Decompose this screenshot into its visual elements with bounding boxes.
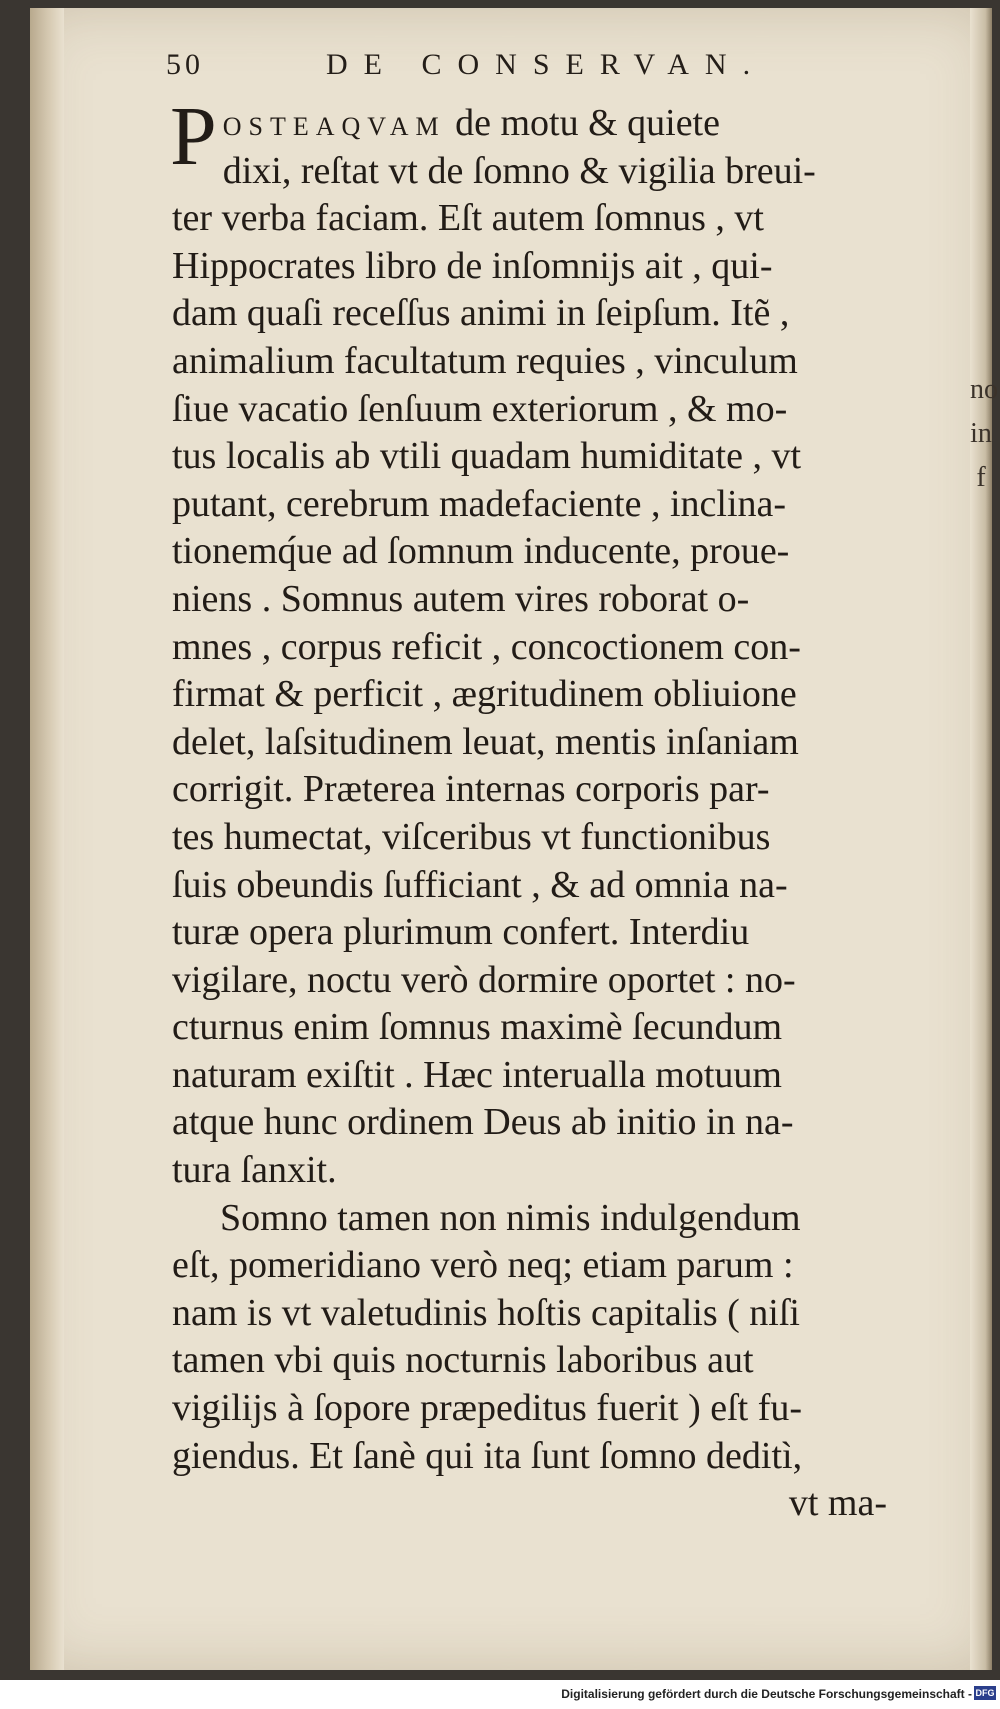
text-line: ſuis obeundis ſufficiant , & ad omnia na-	[172, 863, 788, 906]
text-line: ſiue vacatio ſenſuum exteriorum , & mo-	[172, 387, 788, 430]
text-line: mnes , corpus reficit , concoctionem con-	[172, 625, 801, 668]
text-line: cturnus enim ſomnus maximè ſecundum	[172, 1006, 783, 1049]
page-number: 50	[166, 48, 204, 81]
text-line: tes humectat, viſceribus vt functionibus	[172, 815, 771, 858]
facing-page-bleed	[970, 368, 998, 500]
text-line: vigilare, noctu verò dormire oportet : no-	[172, 958, 796, 1001]
main-text	[170, 90, 917, 1528]
running-head-title: DE CONSERVAN.	[326, 48, 767, 81]
first-line-text: de motu & quiete	[455, 102, 720, 144]
text-line: tura ſanxit.	[172, 1149, 337, 1192]
text-line: dam quaſi receſſus animi in ſeipſum. Itẽ ,	[172, 292, 790, 335]
page-gutter	[30, 8, 64, 1670]
text-line: tus localis ab vtili quadam humiditate , vt	[172, 435, 802, 478]
bleed-letter: in	[970, 418, 992, 449]
text-line: dixi, reſtat vt de ſomno & vigilia breui-	[222, 149, 816, 192]
text-line: ter verba faciam. Eſt autem ſomnus , vt	[172, 197, 764, 240]
text-line: delet, laſsitudinem leuat, mentis inſaniam	[172, 720, 799, 763]
drop-cap: P	[170, 90, 217, 183]
text-line: animalium facultatum requies , vinculum	[172, 339, 798, 382]
text-line: putant, cerebrum madefaciente , inclina-	[172, 482, 787, 525]
dfg-logo-icon: DFG	[975, 1688, 995, 1698]
paragraph-line: Somno tamen non nimis indulgendum	[220, 1196, 801, 1239]
footer-bar	[0, 1680, 1000, 1709]
opening-smallcaps: OSTEAQVAM	[222, 112, 446, 141]
text-line: atque hunc ordinem Deus ab initio in na-	[172, 1101, 794, 1144]
paragraph-line: nam is vt valetudinis hoſtis capitalis ( niſi	[172, 1291, 800, 1334]
catchword: vt ma-	[788, 1482, 887, 1525]
paragraph-line: eſt, pomeridiano verò neq; etiam parum :	[172, 1244, 794, 1287]
paragraph-line: vigilijs à ſopore præpeditus fuerit ) eſt fu-	[172, 1387, 803, 1430]
bleed-letter: no	[970, 374, 998, 405]
text-line: Hippocrates libro de inſomnijs ait , qui-	[172, 244, 773, 287]
text-line: firmat & perficit , ægritudinem obliuione	[172, 673, 797, 716]
paragraph-line: tamen vbi quis nocturnis laboribus aut	[172, 1339, 754, 1382]
bleed-letter: f	[976, 462, 986, 493]
text-line: niens . Somnus autem vires roborat o-	[172, 577, 750, 620]
text-line: turæ opera plurimum confert. Interdiu	[172, 911, 750, 954]
running-header	[166, 48, 866, 92]
funding-credit: Digitalisierung gefördert durch die Deutsche Forschungsgemeinschaft -	[561, 1687, 972, 1701]
text-line: corrigit. Præterea internas corporis par-	[172, 768, 770, 811]
text-line: tionemq́ue ad ſomnum inducente, proue-	[172, 530, 790, 573]
paragraph-line: giendus. Et ſanè qui ita ſunt ſomno deditì,	[172, 1434, 803, 1477]
text-line: naturam exiſtit . Hæc interualla motuum	[172, 1053, 782, 1096]
page-edge	[970, 8, 998, 1670]
